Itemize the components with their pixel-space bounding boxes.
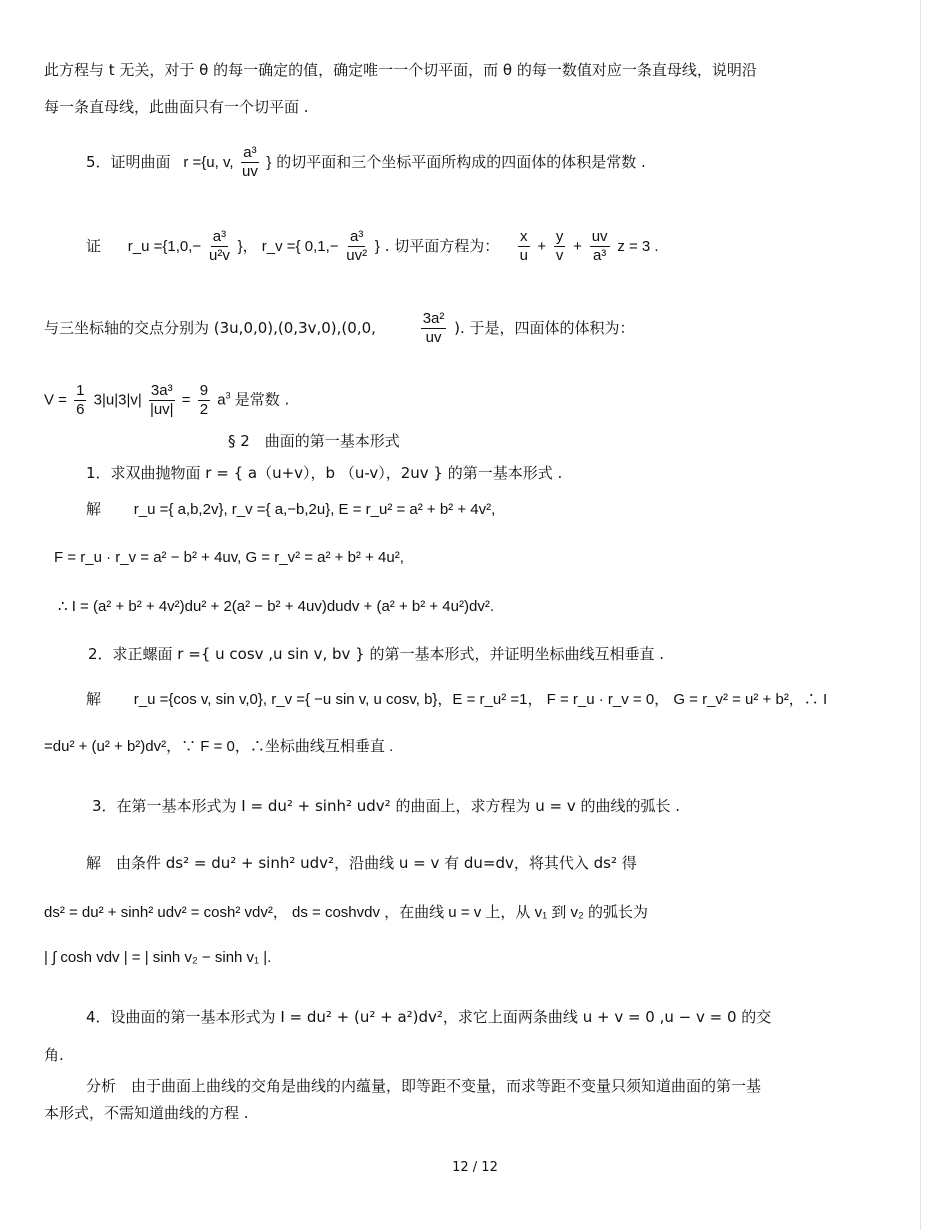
fraction-denominator: uv: [425, 329, 442, 346]
problem-4: 4．设曲面的第一基本形式为 I = du² + (u² + a²)dv²，求它上面两条曲线 u + v = 0 ,u − v = 0 的交: [86, 1008, 772, 1026]
tangent-plane-label: . 切平面方程为：: [384, 237, 500, 255]
problem-4-cont: 角.: [44, 1046, 64, 1064]
problem-2: 2．求正螺面 r ={ u cosv ,u sin v, bv } 的第一基本形式，并证明坐标曲线互相垂直 .: [88, 645, 665, 663]
solution-3-step-1: 解 由条件 ds² = du² + sinh² udv²，沿曲线 u = v 有 du=dv，将其代入 ds² 得: [86, 854, 637, 872]
fraction-denominator: uv: [242, 163, 258, 180]
fraction-denominator: |uv|: [149, 401, 174, 418]
brace-close: }: [374, 238, 380, 255]
volume-product: 3|u|3|v|: [93, 391, 142, 409]
solution-label: 解: [86, 500, 102, 518]
equals-sign: =: [181, 391, 191, 409]
fraction-denominator: 2: [199, 401, 209, 418]
text-line: 每一条直母线，此曲面只有一个切平面 .: [44, 98, 309, 116]
fraction-denominator: u: [519, 247, 528, 264]
solution-label: 解: [86, 690, 102, 708]
proof-label: 证: [86, 237, 102, 255]
brace-close: }: [266, 154, 272, 171]
text-line: 此方程与 t 无关，对于 θ 的每一确定的值，确定唯一一个切平面，而 θ 的每一数值对应一条直母线，说明沿: [44, 61, 757, 79]
fraction-denominator: uv²: [346, 247, 368, 264]
solution-2-step-2: =du² + (u² + b²)dv²，∵ F = 0，∴坐标曲线互相垂直 .: [44, 738, 394, 755]
volume-constant-text: 是常数 .: [234, 390, 290, 409]
fraction-denominator: u²v: [208, 247, 230, 264]
fraction-denominator: a³: [592, 247, 607, 264]
solution-1-step-3: ∴ I = (a² + b² + 4v²)du² + 2(a² − b² + 4uv)dudv + (a² + b² + 4u²)dv².: [58, 598, 494, 615]
solution-3-step-2: ds² = du² + sinh² udv² = cosh² vdv²， ds = coshvdv ，在曲线 u = v 上，从 v₁ 到 v₂ 的弧长为: [44, 904, 648, 921]
fraction-denominator: v: [555, 247, 564, 264]
fraction-numerator: a³: [212, 228, 227, 245]
intersection-text-2: ). 于是，四面体的体积为：: [454, 319, 635, 337]
intersection-text: 与三坐标轴的交点分别为 (3u,0,0),(0,3v,0),(0,0,: [44, 319, 376, 337]
fraction-uv-a3: [590, 228, 610, 265]
fraction-numerator: 9: [199, 382, 209, 399]
page-number: 12 / 12: [452, 1160, 498, 1175]
intersection-line: [44, 310, 635, 347]
solution-1-step-2: F = r_u · r_v = a² − b² + 4uv, G = r_v² = a² + b² + 4u²,: [54, 549, 404, 566]
fraction-y-v: [554, 228, 566, 265]
volume-v: V =: [44, 391, 67, 409]
tangent-plane-rest: z = 3 .: [617, 238, 659, 255]
analysis-line-2: 本形式，不需知道曲线的方程 .: [44, 1104, 249, 1122]
fraction-numerator: 1: [76, 382, 85, 399]
fraction-3a2-uv: [421, 310, 447, 347]
fraction-numerator: y: [555, 228, 564, 245]
fraction-one-sixth: [74, 382, 86, 419]
fraction-numerator: a³: [350, 228, 364, 245]
problem-5-text: 的切平面和三个坐标平面所构成的四面体的体积是常数 .: [276, 153, 646, 171]
fraction-numerator: a³: [243, 144, 257, 161]
surface-vector: r ={u, v,: [183, 154, 234, 171]
solution-2: [86, 689, 827, 710]
fraction-x-u: [518, 228, 530, 265]
solution-3-step-3: | ∫ cosh vdv | = | sinh v₂ − sinh v₁ |.: [44, 949, 272, 966]
fraction-numerator: uv: [591, 228, 608, 245]
fraction-numerator: 3a²: [422, 310, 445, 327]
volume-line: [44, 382, 289, 419]
fraction-nine-halves: [198, 382, 210, 419]
fraction-3a3-uv: [149, 382, 175, 419]
plus-sign: +: [537, 238, 547, 255]
volume-a: a: [217, 391, 226, 409]
rv-vector: }， r_v ={ 0,1,−: [237, 238, 339, 255]
solution-1-step-1: r_u ={ a,b,2v}, r_v ={ a,−b,2u}, E = r_u² = a² + b² + 4v²,: [133, 501, 496, 518]
fraction-denominator: 6: [76, 401, 85, 418]
cube-exponent: 3: [225, 390, 231, 401]
fraction-ru: [209, 228, 230, 265]
ru-vector: r_u ={1,0,−: [127, 238, 202, 255]
problem-5-label: 5．证明曲面: [86, 153, 171, 171]
fraction-a3-uv: [241, 144, 258, 181]
analysis-line-1: 分析 由于曲面上曲线的交角是曲线的内蕴量，即等距不变量，而求等距不变量只须知道曲面的第一基: [86, 1077, 762, 1095]
problem-3: 3．在第一基本形式为 I = du² + sinh² udv² 的曲面上，求方程为 u = v 的曲线的弧长 .: [92, 797, 681, 815]
solution-1: [86, 499, 495, 520]
section-title: § 2 曲面的第一基本形式: [228, 432, 400, 450]
page-edge: [920, 0, 921, 1230]
fraction-rv: [346, 228, 367, 265]
fraction-numerator: 3a³: [150, 382, 173, 399]
solution-2-step-1: r_u ={cos v, sin v,0}, r_v ={ −u sin v, u cosv, b}，E = r_u² =1， F = r_u · r_v = 0， G = r_v² = u² + b²，∴ I: [133, 691, 828, 708]
proof-line: [86, 228, 659, 265]
plus-sign: +: [573, 238, 582, 255]
problem-1: 1．求双曲抛物面 r = { a（u+v），b （u-v），2uv } 的第一基本形式 .: [86, 464, 563, 482]
fraction-numerator: x: [520, 228, 528, 245]
problem-5: [86, 144, 646, 181]
